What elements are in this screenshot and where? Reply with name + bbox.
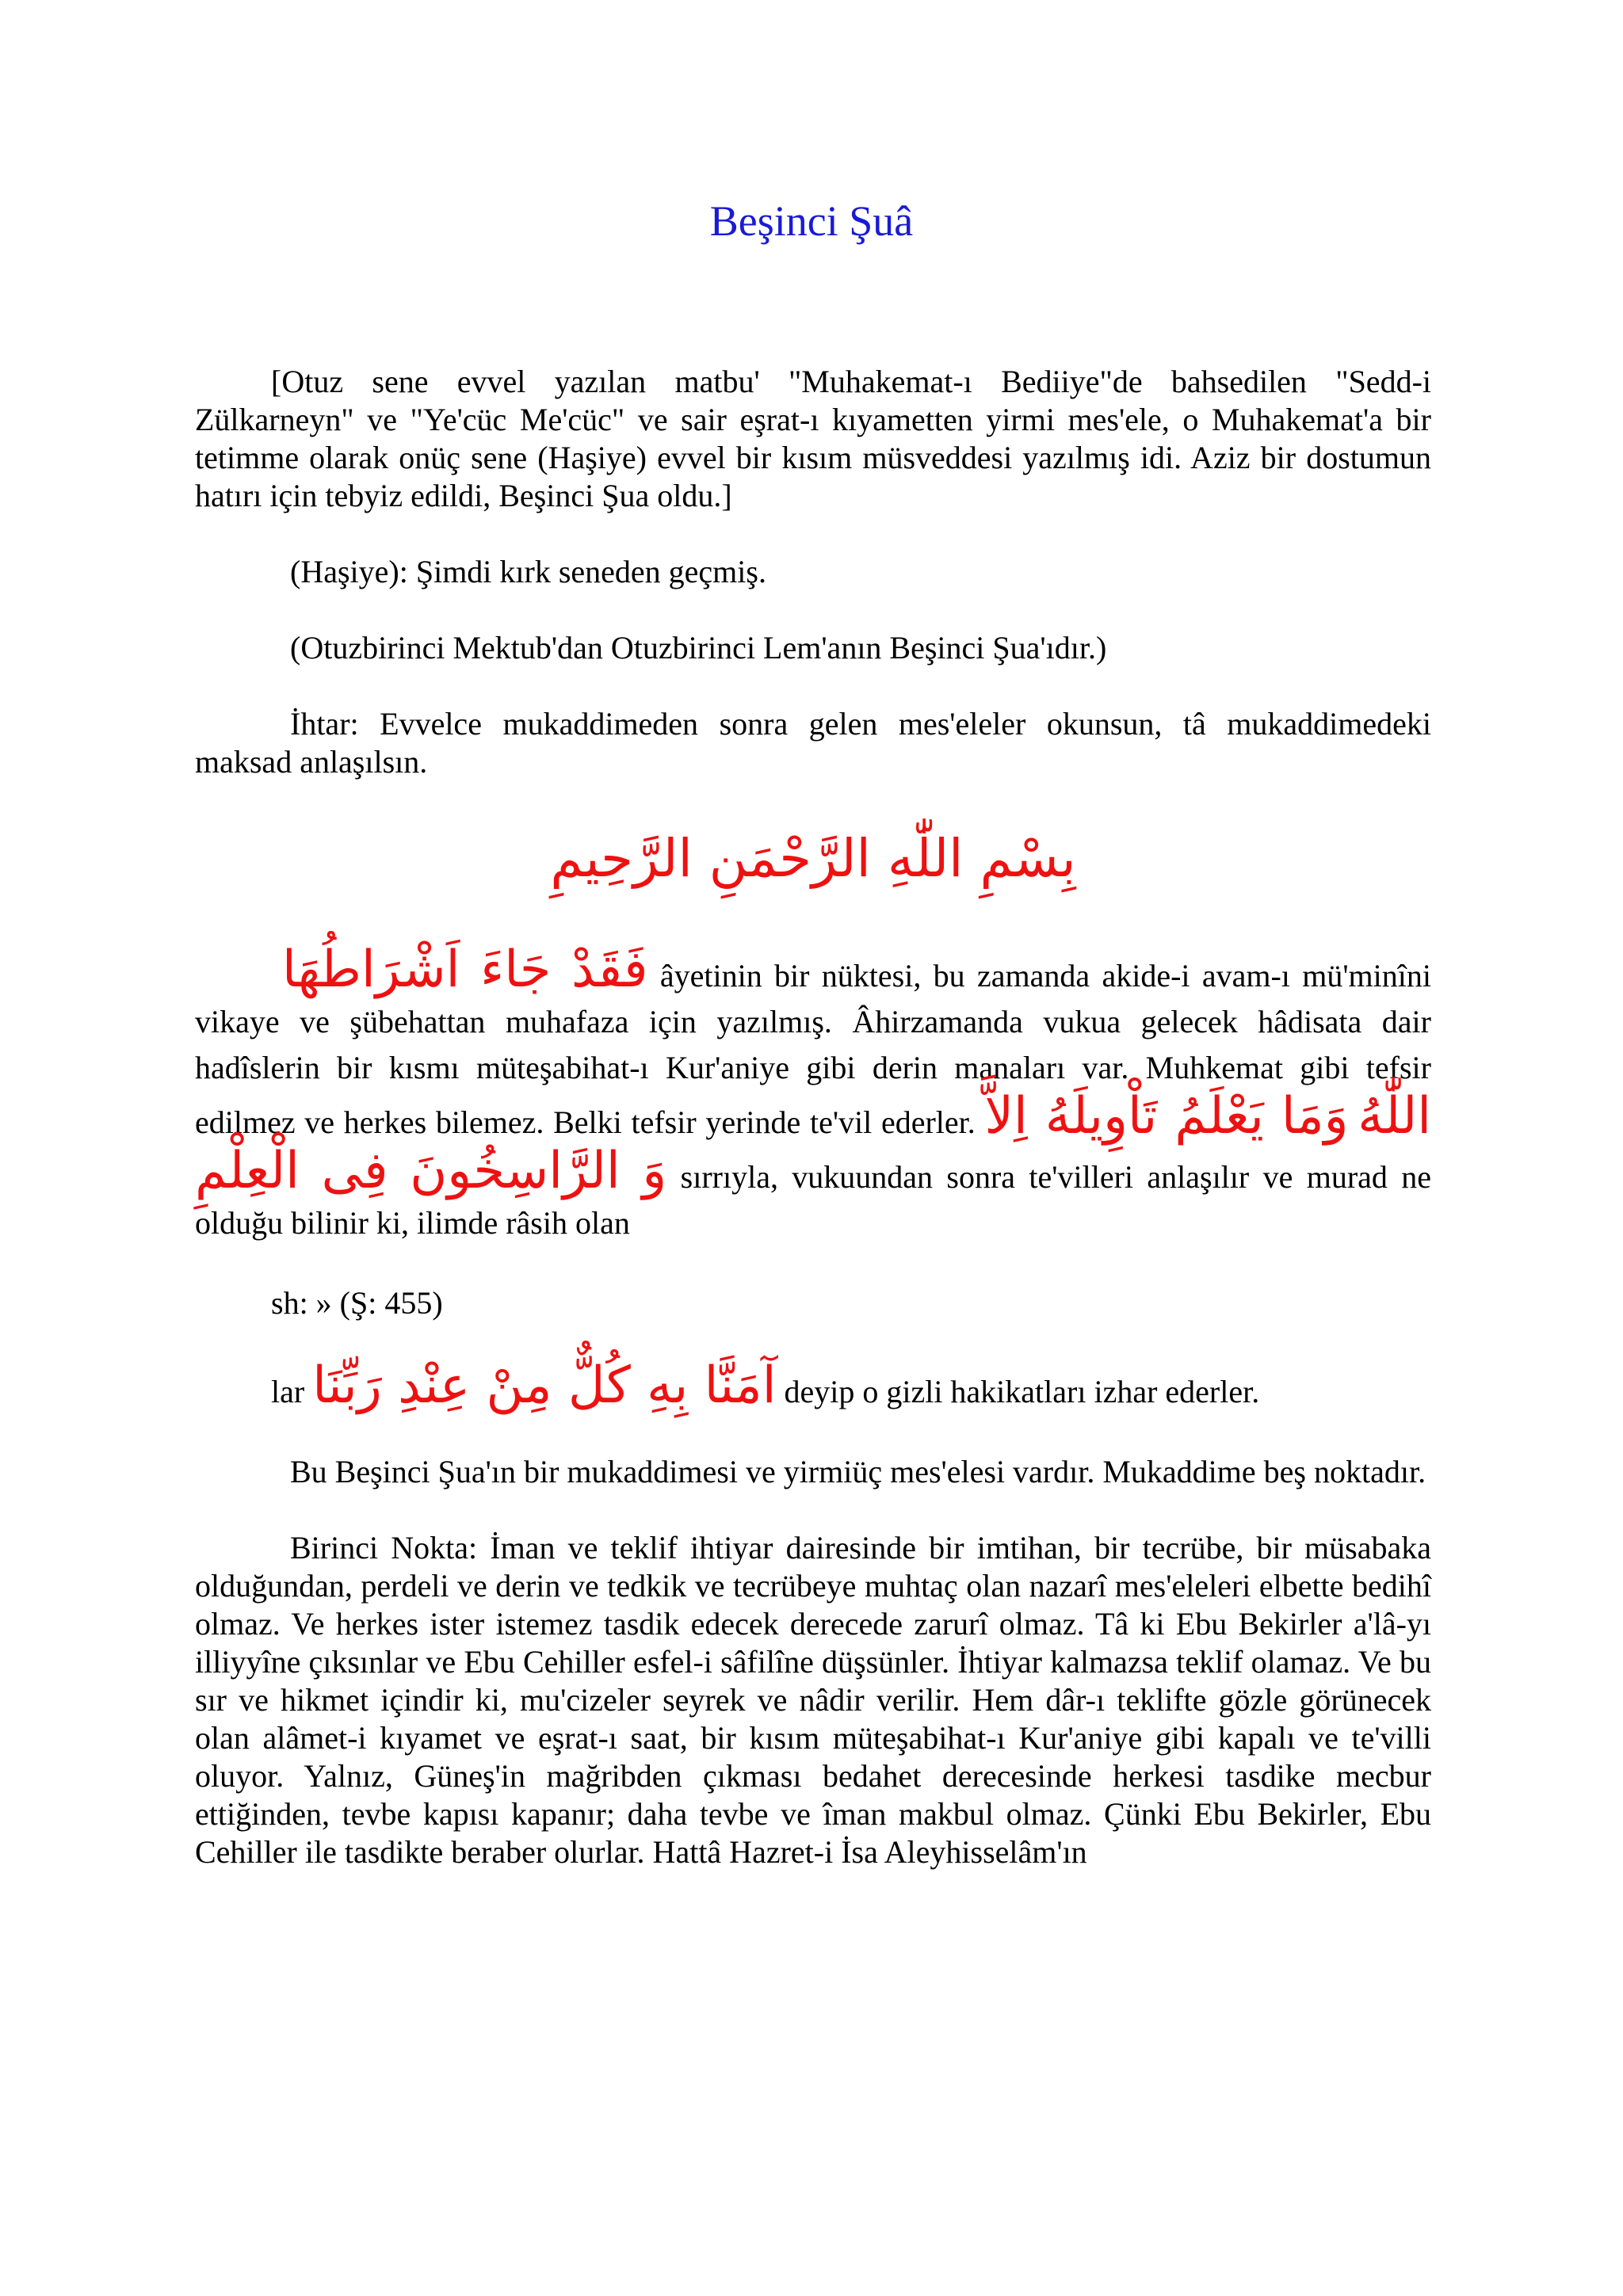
paragraph-text: deyip o gizli hakikatları izhar ederler.: [776, 1374, 1260, 1409]
hasiye-note: (Haşiye): Şimdi kırk seneden geçmiş.: [290, 554, 766, 589]
arabic-verse: آمَنَّا بِهِ كُلٌّ مِنْ عِنْدِ رَبِّنَا: [312, 1356, 777, 1415]
arabic-verse: اللّٰهُ وَ الرَّاسِخُونَ فِى الْعِلْمِ: [195, 1087, 1432, 1200]
paragraph-text: lar: [271, 1374, 313, 1409]
paragraph-text: âyetinin bir nüktesi, bu zamanda akide-i avam-ı mü'minîni vikaye ve şübehattan muhafaza için yazılmış. Âhirzamanda vukua gelecek hâdisata dair hadîslerin bir kısmı müteşabihat-ı Kur'aniye gibi derin manaları var. Muhkemat gibi tefsir edilmez ve herkes bilemez. Belki tefsir yerinde te'vil ederler.: [195, 958, 1432, 1140]
paragraph-ayah-3: [195, 1356, 1431, 1415]
document-body: [195, 363, 1431, 1909]
intro-paragraph: [Otuz sene evvel yazılan matbu' "Muhakemat-ı Bediiye"de bahsedilen "Sedd-i Zülkarneyn" ve "Ye'cüc Me'cüc" ve sair eşrat-ı kıyametten yirmi mes'ele, o Muhakemat'a bir tetimme olarak onüç sene (Haşiye) evvel bir kısım müsveddesi yazılmış idi. Aziz bir dostumun hatırı için tebyiz edildi, Beşinci Şua oldu.]: [195, 364, 1431, 513]
paragraph-ayah-1: [195, 940, 1432, 1246]
ihtar-paragraph: İhtar: Evvelce mukaddimeden sonra gelen mes'eleler okunsun, tâ mukaddimedeki maksad anlaşılsın.: [195, 706, 1431, 780]
arabic-verse: وَمَا يَعْلَمُ تَاْوِيلَهُ اِلاَّ: [984, 1087, 1349, 1146]
birinci-nokta-paragraph: Birinci Nokta: İman ve teklif ihtiyar dairesinde bir imtihan, bir tecrübe, bir müsabaka olduğundan, perdeli ve derin ve tedkik ve tecrübeye muhtaç olan nazarî mes'eleleri elbette bedihî olmaz. Ve herkes ister istemez tasdik edecek derecede zarurî olmaz. Tâ ki Ebu Bekirler a'lâ-yı illiyyîne çıksınlar ve Ebu Cehiller esfel-i sâfilîne düşsünler. İhtiyar kalmazsa teklif olamaz. Ve bu sır ve hikmet içindir ki, mu'cizeler seyrek ve nâdir verilir. Hem dâr-ı teklifte gözle görünecek olan alâmet-i kıyamet ve eşrat-ı saat, bir kısım müteşabihat-ı Kur'aniye gibi kapalı ve te'villi oluyor. Yalnız, Güneş'in mağribden çıkması bedahet derecesinde herkesi tasdike mecbur ettiğinden, tevbe kapısı kapanır; daha tevbe ve îman makbul olmaz. Çünki Ebu Bekirler, Ebu Cehiller ile tasdikte beraber olurlar. Hattâ Hazret-i İsa Aleyhisselâm'ın: [195, 1530, 1431, 1870]
source-note: (Otuzbirinci Mektub'dan Otuzbirinci Lem'anın Beşinci Şua'ıdır.): [290, 630, 1107, 666]
basmala: بِسْمِ اللّٰهِ الرَّحْمَنِ الرَّحِيمِ: [550, 828, 1076, 889]
paragraph-text: sırrıyla, vukuundan sonra te'villeri anlaşılır ve murad ne olduğu bilinir ki, ilimde râsih olan: [195, 1159, 1432, 1241]
page-title: Beşinci Şuâ: [709, 197, 914, 245]
page-reference: sh: » (Ş: 455): [271, 1285, 443, 1321]
arabic-verse: فَقَدْ جَاءَ اَشْرَاطُهَا: [282, 940, 648, 999]
mukaddime-paragraph: Bu Beşinci Şua'ın bir mukaddimesi ve yirmiüç mes'elesi vardır. Mukaddime beş noktadır.: [290, 1454, 1426, 1489]
